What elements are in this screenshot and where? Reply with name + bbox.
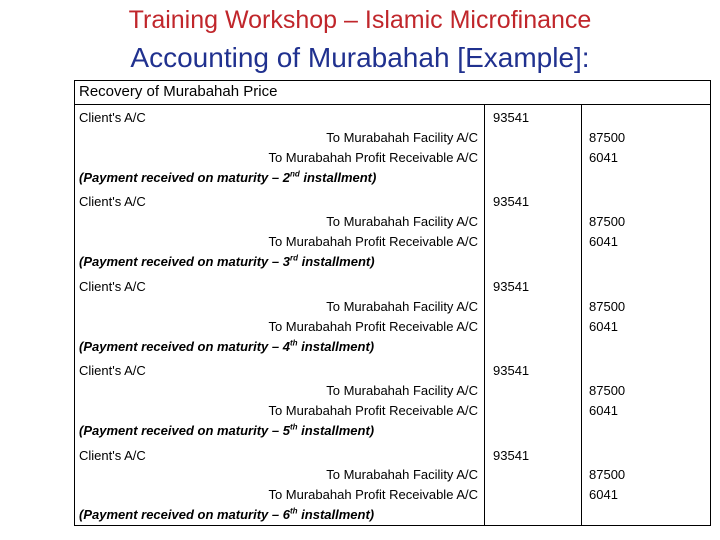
- credit-amount-facility: 87500: [589, 130, 626, 145]
- credit-account-facility: To Murabahah Facility A/C: [326, 467, 478, 482]
- credit-account-facility: To Murabahah Facility A/C: [326, 130, 478, 145]
- credit-account-profit: To Murabahah Profit Receivable A/C: [268, 487, 478, 502]
- credit-column-divider: [581, 104, 582, 526]
- credit-account-profit: To Murabahah Profit Receivable A/C: [268, 319, 478, 334]
- debit-amount: 93541: [493, 194, 530, 209]
- entry-narration: (Payment received on maturity – 6th installment): [79, 506, 375, 522]
- credit-account-facility: To Murabahah Facility A/C: [326, 299, 478, 314]
- debit-amount: 93541: [493, 363, 530, 378]
- credit-amount-facility: 87500: [589, 299, 626, 314]
- table-header-divider: [74, 104, 711, 105]
- table-heading: Recovery of Murabahah Price: [79, 83, 278, 100]
- entry-narration: (Payment received on maturity – 5th installment): [79, 422, 375, 438]
- debit-column-divider: [484, 104, 485, 526]
- debit-account: Client's A/C: [79, 363, 146, 378]
- credit-account-profit: To Murabahah Profit Receivable A/C: [268, 150, 478, 165]
- debit-account: Client's A/C: [79, 279, 146, 294]
- credit-amount-facility: 87500: [589, 214, 626, 229]
- debit-account: Client's A/C: [79, 448, 146, 463]
- credit-amount-facility: 87500: [589, 383, 626, 398]
- slide-subtitle: Accounting of Murabahah [Example]:: [130, 42, 590, 73]
- debit-account: Client's A/C: [79, 110, 146, 125]
- credit-account-profit: To Murabahah Profit Receivable A/C: [268, 234, 478, 249]
- credit-amount-profit: 6041: [589, 319, 618, 334]
- entry-narration: (Payment received on maturity – 2nd installment): [79, 169, 377, 185]
- debit-amount: 93541: [493, 448, 530, 463]
- entry-narration: (Payment received on maturity – 4th installment): [79, 338, 375, 354]
- debit-amount: 93541: [493, 110, 530, 125]
- credit-account-profit: To Murabahah Profit Receivable A/C: [268, 403, 478, 418]
- credit-amount-profit: 6041: [589, 403, 618, 418]
- credit-account-facility: To Murabahah Facility A/C: [326, 214, 478, 229]
- entry-narration: (Payment received on maturity – 3rd installment): [79, 253, 375, 269]
- credit-amount-facility: 87500: [589, 467, 626, 482]
- debit-amount: 93541: [493, 279, 530, 294]
- debit-account: Client's A/C: [79, 194, 146, 209]
- slide-title: Training Workshop – Islamic Microfinance: [128, 6, 592, 34]
- credit-amount-profit: 6041: [589, 487, 618, 502]
- credit-amount-profit: 6041: [589, 234, 618, 249]
- credit-amount-profit: 6041: [589, 150, 618, 165]
- credit-account-facility: To Murabahah Facility A/C: [326, 383, 478, 398]
